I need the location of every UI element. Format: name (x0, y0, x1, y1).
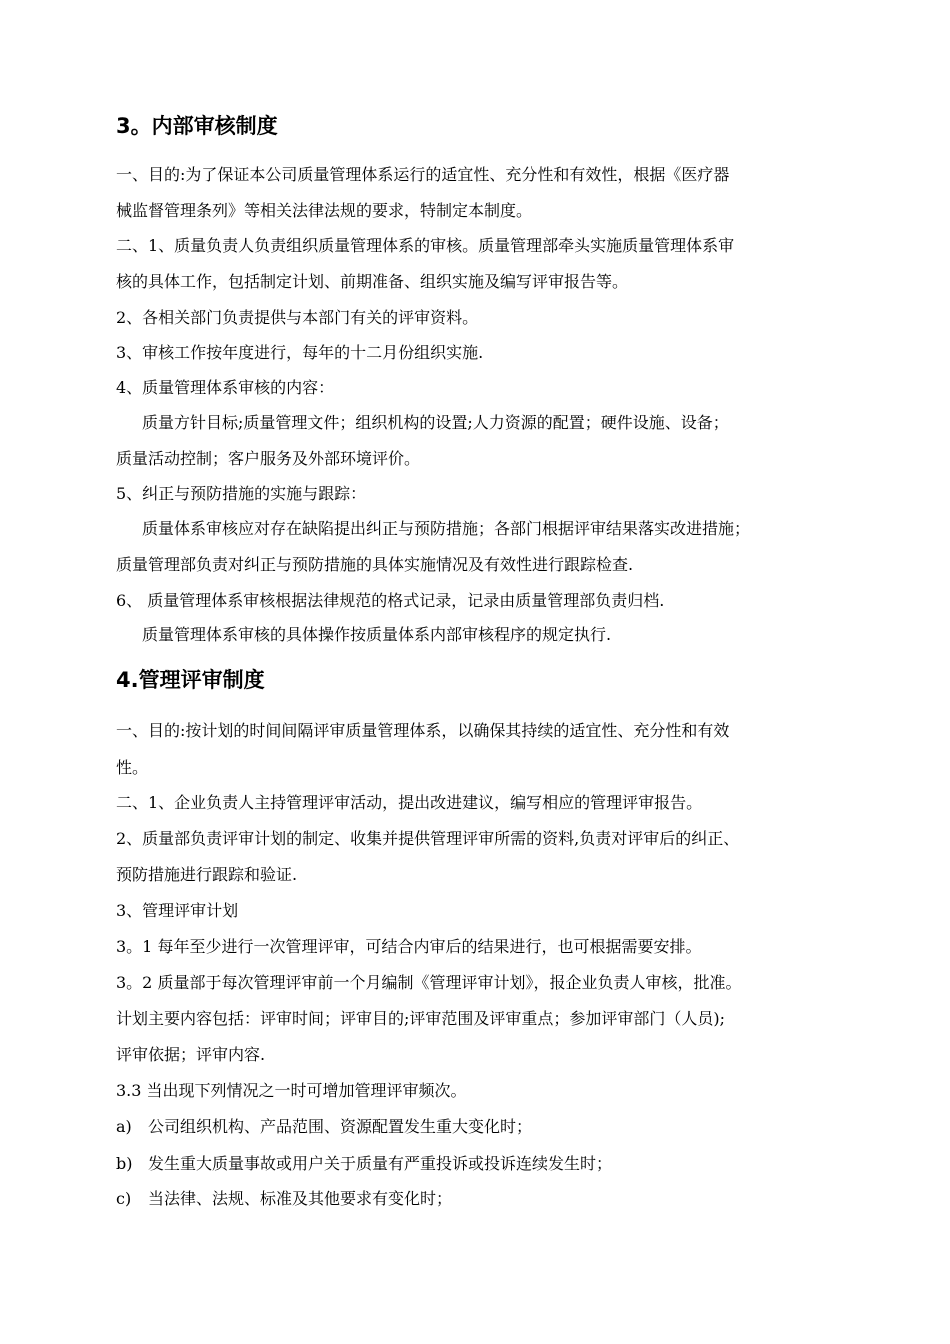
paragraph-line: 3、管理评审计划 (116, 901, 239, 920)
paragraph-line: 2、质量部负责评审计划的制定、收集并提供管理评审所需的资料,负责对评审后的纠正、 (116, 829, 740, 848)
list-item-text: 发生重大质量事故或用户关于质量有严重投诉或投诉连续发生时； (148, 1154, 613, 1173)
list-item (116, 1188, 452, 1210)
list-item-label: a) (116, 1117, 132, 1136)
paragraph-line: 二、1、质量负责人负责组织质量管理体系的审核。质量管理部牵头实施质量管理体系审 (116, 236, 735, 255)
paragraph-line: 二、1、企业负责人主持管理评审活动，提出改进建议，编写相应的管理评审报告。 (116, 793, 703, 812)
paragraph-line: 3、审核工作按年度进行，每年的十二月份组织实施. (116, 343, 484, 362)
paragraph-line: 评审依据；评审内容. (116, 1045, 266, 1064)
paragraph-line: 5、纠正与预防措施的实施与跟踪： (116, 484, 367, 503)
paragraph-line: 质量活动控制；客户服务及外部环境评价。 (116, 449, 421, 468)
paragraph-line: 性。 (116, 758, 149, 777)
paragraph-line: 2、各相关部门负责提供与本部门有关的评审资料。 (116, 308, 479, 327)
paragraph-line: 预防措施进行跟踪和验证. (116, 865, 298, 884)
paragraph-line: 械监督管理条列》等相关法律法规的要求，特制定本制度。 (116, 201, 533, 220)
paragraph-line: 6、 质量管理体系审核根据法律规范的格式记录，记录由质量管理部负责归档. (116, 591, 665, 610)
list-item (116, 1116, 532, 1138)
list-item-label: c) (116, 1189, 132, 1208)
paragraph-line: 3。2 质量部于每次管理评审前一个月编制《管理评审计划》，报企业负责人审核，批准。 (116, 973, 742, 992)
paragraph-line: 质量管理体系审核的具体操作按质量体系内部审核程序的规定执行. (142, 625, 612, 644)
paragraph-line: 质量管理部负责对纠正与预防措施的具体实施情况及有效性进行跟踪检查. (116, 555, 634, 574)
paragraph-line: 一、目的:为了保证本公司质量管理体系运行的适宜性、充分性和有效性，根据《医疗器 (116, 165, 730, 184)
paragraph-line: 4、质量管理体系审核的内容： (116, 378, 335, 397)
list-item-label: b) (116, 1154, 133, 1173)
paragraph-line: 质量方针目标;质量管理文件；组织机构的设置;人力资源的配置；硬件设施、设备； (142, 413, 729, 432)
paragraph-line: 3.3 当出现下列情况之一时可增加管理评审频次。 (116, 1081, 467, 1100)
list-item-text: 当法律、法规、标准及其他要求有变化时； (148, 1189, 453, 1208)
paragraph-line: 一、目的:按计划的时间间隔评审质量管理体系，以确保其持续的适宜性、充分性和有效 (116, 721, 730, 740)
paragraph-line: 质量体系审核应对存在缺陷提出纠正与预防措施；各部门根据评审结果落实改进措施； (142, 519, 751, 538)
list-item (116, 1153, 612, 1175)
paragraph-line: 核的具体工作，包括制定计划、前期准备、组织实施及编写评审报告等。 (116, 272, 629, 291)
paragraph-line: 3。1 每年至少进行一次管理评审，可结合内审后的结果进行，也可根据需要安排。 (116, 937, 702, 956)
list-item-text: 公司组织机构、产品范围、资源配置发生重大变化时； (148, 1117, 533, 1136)
section-heading-internal-audit: 3。内部审核制度 (116, 114, 278, 138)
paragraph-line: 计划主要内容包括：评审时间；评审目的;评审范围及评审重点；参加评审部门（人员); (116, 1009, 726, 1028)
section-heading-management-review: 4.管理评审制度 (116, 668, 265, 692)
